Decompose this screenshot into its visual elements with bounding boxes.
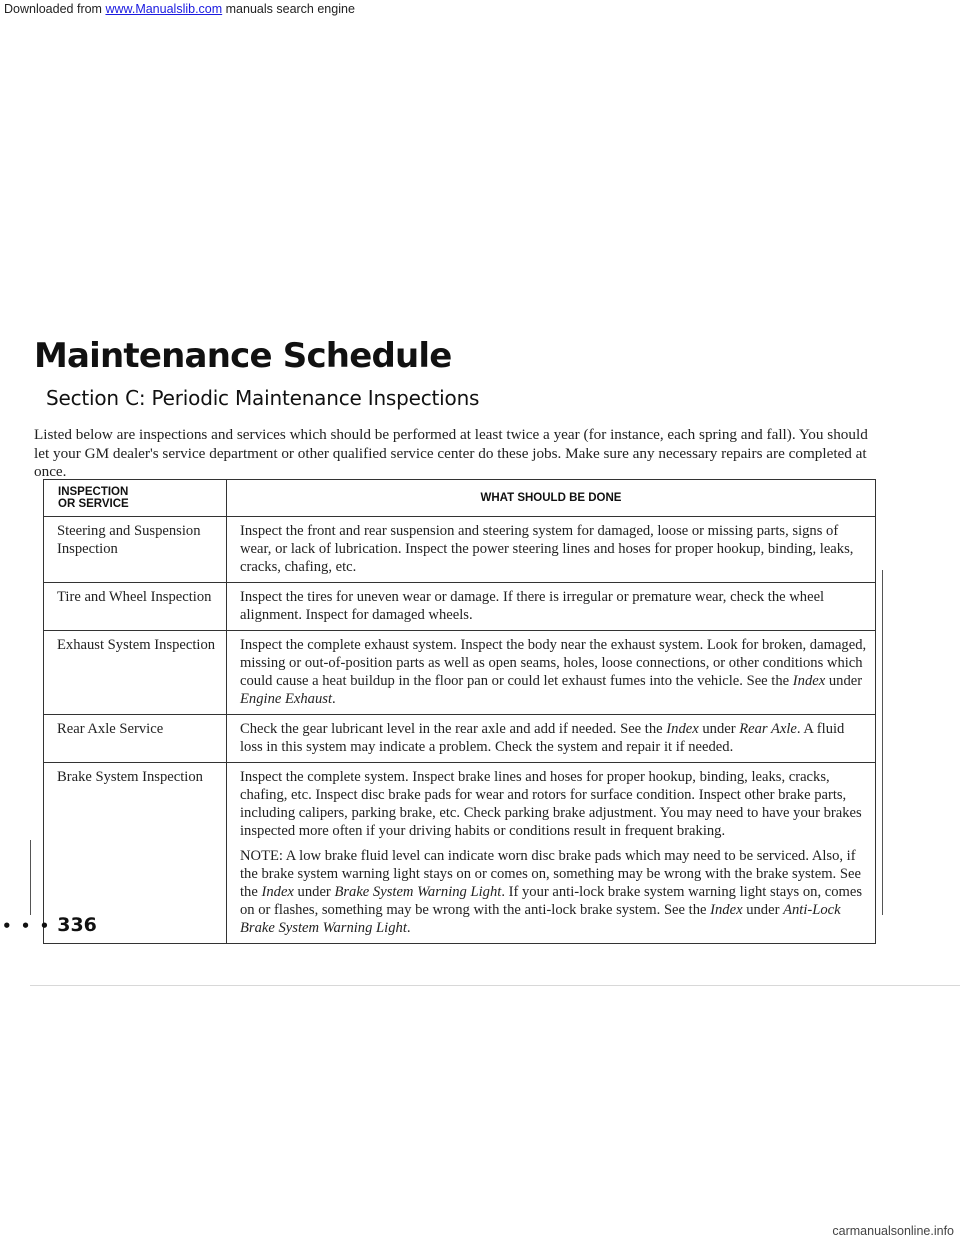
row-item-name: Tire and Wheel Inspection [44, 583, 227, 631]
row-item-name: Exhaust System Inspection [44, 631, 227, 715]
row-description: Inspect the tires for uneven wear or damage. If there is irregular or premature wear, check the wheel alignment. Inspect for damaged wheels. [227, 583, 876, 631]
topic-ref: Brake System Warning Light [334, 884, 502, 900]
desc-text: NOTE: A low brake fluid level can indicate worn disc brake pads which may need to be serviced. Also, if the brake system warning light stays on or comes on, something may be wrong with the brake system. See the [240, 848, 861, 900]
topic-ref: Engine Exhaust [240, 691, 333, 707]
row-item-name: Brake System Inspection [44, 763, 227, 944]
header-inspection-or-service [44, 480, 227, 517]
page-title: Maintenance Schedule [34, 336, 452, 376]
row-description: Inspect the front and rear suspension and steering system for damaged, loose or missing parts, signs of wear, or lack of lubrication. Inspect the power steering lines and hoses for proper hookup, binding, leaks, cracks, chafing, etc. [227, 517, 876, 583]
intro-paragraph: Listed below are inspections and services which should be performed at least twice a year (for instance, each spring and fall). You should let your GM dealer's service department or other qualified service center do these jobs. Make sure any necessary repairs are completed at once. [34, 426, 868, 480]
row-description [227, 631, 876, 715]
section-subtitle: Section C: Periodic Maintenance Inspections [46, 386, 480, 410]
scan-edge-line-left [30, 840, 31, 915]
row-item-name: Rear Axle Service [44, 715, 227, 763]
download-watermark-bar [0, 0, 960, 18]
desc-text: under [742, 902, 784, 918]
desc-text: under [698, 721, 740, 737]
brake-note-paragraph [240, 847, 867, 937]
row-description [227, 763, 876, 944]
watermark-prefix: Downloaded from [4, 2, 106, 16]
topic-ref: Rear Axle [739, 721, 797, 737]
desc-text: . If your anti-lock brake system warning light stays on, comes on or flashes, something may be wrong with the anti-lock brake system. See the [240, 884, 863, 918]
table-row [44, 763, 876, 944]
desc-text: . [332, 691, 336, 707]
table-row [44, 583, 876, 631]
manualslib-link[interactable]: www.Manualslib.com [105, 2, 223, 16]
index-ref: Index [261, 884, 294, 900]
topic-ref: Anti-Lock Brake System Warning Light [240, 902, 841, 936]
row-description [227, 715, 876, 763]
table-row [44, 715, 876, 763]
site-watermark-footer: carmanualsonline.info [832, 1224, 954, 1238]
scan-edge-line-right [882, 570, 883, 915]
scan-edge-line-bottom [30, 985, 960, 986]
index-ref: Index [792, 673, 826, 689]
table-row [44, 631, 876, 715]
table-row [44, 517, 876, 583]
row-item-name: Steering and Suspension Inspection [44, 517, 227, 583]
header-what-should-be-done: WHAT SHOULD BE DONE [227, 480, 876, 517]
desc-text: under [825, 673, 863, 689]
desc-text: Check the gear lubricant level in the rear axle and add if needed. See the [240, 721, 667, 737]
page-number-value: 336 [57, 914, 97, 936]
brake-inspection-paragraph: Inspect the complete system. Inspect brake lines and hoses for proper hookup, binding, leaks, cracks, chafing, etc. Inspect disc brake pads for wear and rotors for surface condition. Inspect other brake parts, including calipers, parking brake, etc. Check parking brake adjustment. You may need to have your brakes inspected more often if your driving habits or conditions result in frequent braking. [240, 769, 862, 839]
desc-text: under [293, 884, 335, 900]
header-line-1: INSPECTION [58, 486, 129, 498]
header-line-2: OR SERVICE [58, 498, 129, 510]
desc-text: . A fluid loss in this system may indicate a problem. Check the system and repair it if needed. [240, 721, 845, 755]
index-ref: Index [710, 902, 743, 918]
table-header-row [44, 480, 876, 517]
desc-text: . [406, 920, 411, 936]
index-ref: Index [666, 721, 699, 737]
maintenance-inspection-table [43, 479, 876, 944]
page-number [2, 914, 97, 936]
desc-text: Inspect the complete exhaust system. Inspect the body near the exhaust system. Look for broken, damaged, missing or out-of-position parts as well as open seams, holes, loose connections, or other conditions which could cause a heat buildup in the floor pan or could let exhaust fumes into the vehicle. See the [240, 637, 867, 689]
page-dots: • • • [2, 917, 52, 935]
watermark-suffix: manuals search engine [222, 2, 355, 16]
